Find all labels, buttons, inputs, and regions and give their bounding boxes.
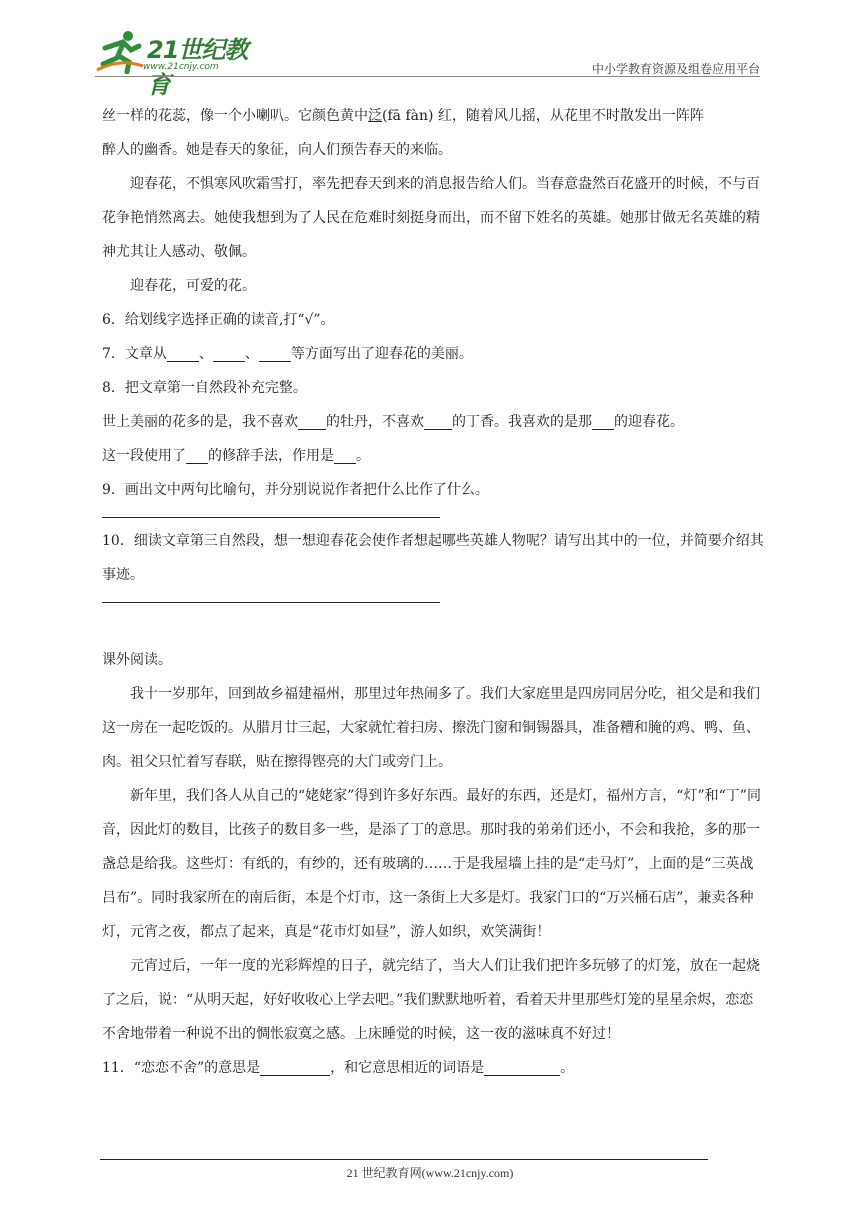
question-8: 8．把文章第一自然段补充完整。	[102, 380, 307, 396]
header-divider	[95, 76, 760, 77]
runner-logo-icon	[95, 28, 145, 74]
question-8-line1: 世上美丽的花多的是，我不喜欢 的牡丹，不喜欢 的丁香。我喜欢的是那 的迎春花。	[102, 405, 764, 439]
question-8-line2: 这一段使用了 的修辞手法，作用是 。	[102, 439, 764, 473]
answer-blank[interactable]	[186, 445, 208, 464]
answer-blank[interactable]	[259, 343, 291, 362]
footer-divider	[100, 1159, 708, 1160]
document-body	[102, 99, 764, 1085]
answer-blank[interactable]	[167, 343, 199, 362]
passage1-paragraph1-line2: 醉人的幽香。她是春天的象征，向人们预告春天的来临。	[102, 142, 452, 158]
passage2-title: 课外阅读。	[102, 652, 172, 668]
logo	[95, 28, 265, 99]
answer-blank[interactable]	[213, 343, 245, 362]
question-9: 9．画出文中两句比喻句，并分别说说作者把什么比作了什么。	[102, 482, 489, 498]
answer-blank[interactable]	[298, 411, 326, 430]
answer-blank[interactable]	[260, 1057, 330, 1076]
logo-url: www.21cnjy.com	[143, 62, 219, 72]
logo-text: 21世纪教育	[147, 36, 248, 99]
page-footer: 21 世纪教育网(www.21cnjy.com)	[346, 1166, 514, 1180]
question-11: 11．“恋恋不舍”的意思是 ，和它意思相近的词语是 。	[102, 1051, 764, 1085]
answer-blank[interactable]	[592, 411, 614, 430]
page-header	[95, 28, 760, 99]
passage2-paragraph1: 我十一岁那年，回到故乡福建福州，那里过年热闹多了。我们大家庭里是四房同居分吃，祖父是和我们这一房在一起吃饭的。从腊月廿三起，大家就忙着扫房、擦洗门窗和铜锡器具，准备糟和腌的鸡、鸭、鱼、肉。祖父只忙着写春联，贴在擦得铿亮的大门或旁门上。	[102, 686, 760, 770]
answer-blank[interactable]	[424, 411, 452, 430]
question-7: 7．文章从 、 、 等方面写出了迎春花的美丽。	[102, 337, 764, 371]
answer-blank[interactable]	[484, 1057, 560, 1076]
passage1-paragraph2: 迎春花，不惧寒风吹霜雪打，率先把春天到来的消息报告给人们。当春意盎然百花盛开的时候，不与百花争艳悄然离去。她使我想到为了人民在危难时刻挺身而出，而不留下姓名的英雄。她那甘做无名英雄的精神尤其让人感动、敬佩。	[102, 176, 760, 260]
passage2-paragraph3: 元宵过后，一年一度的光彩辉煌的日子，就完结了，当大人们让我们把许多玩够了的灯笼，放在一起烧了之后，说：“从明天起，好好收收心上学去吧。”我们默默地听着，看着天井里那些灯笼的星星余烬，恋恋不舍地带着一种说不出的惆怅寂寞之感。上床睡觉的时候，这一夜的滋味真不好过！	[102, 958, 760, 1042]
question-10: 10．细读文章第三自然段，想一想迎春花会使作者想起哪些英雄人物呢？请写出其中的一位，并简要介绍其事迹。	[102, 533, 764, 583]
passage1-paragraph3: 迎春花，可爱的花。	[130, 278, 256, 294]
platform-name: 中小学教育资源及组卷应用平台	[591, 62, 760, 76]
underlined-character: 泛	[368, 108, 382, 124]
answer-blank[interactable]	[334, 445, 356, 464]
passage2-paragraph2: 新年里，我们各人从自己的“姥姥家”得到许多好东西。最好的东西，还是灯，福州方言，“灯”和“丁”同音，因此灯的数目，比孩子的数目多一些，是添了丁的意思。那时我的弟弟们还小，不会和我抢，多的那一盏总是给我。这些灯：有纸的，有纱的，还有玻璃的……于是我屋墙上挂的是“走马灯”，上面的是“三英战吕布”。同时我家所在的南后街，本是个灯市，这一条街上大多是灯。我家门口的“万兴桶石店”，兼卖各种灯，元宵之夜，都点了起来，真是“花市灯如昼”，游人如织，欢笑满街！	[102, 788, 761, 940]
question-6: 6．给划线字选择正确的读音,打“√”。	[102, 312, 335, 328]
passage1-paragraph1-line1: 丝一样的花蕊，像一个小喇叭。它颜色黄中泛(fā fàn) 红，随着风儿摇，从花里不时散发出一阵阵	[102, 108, 704, 124]
